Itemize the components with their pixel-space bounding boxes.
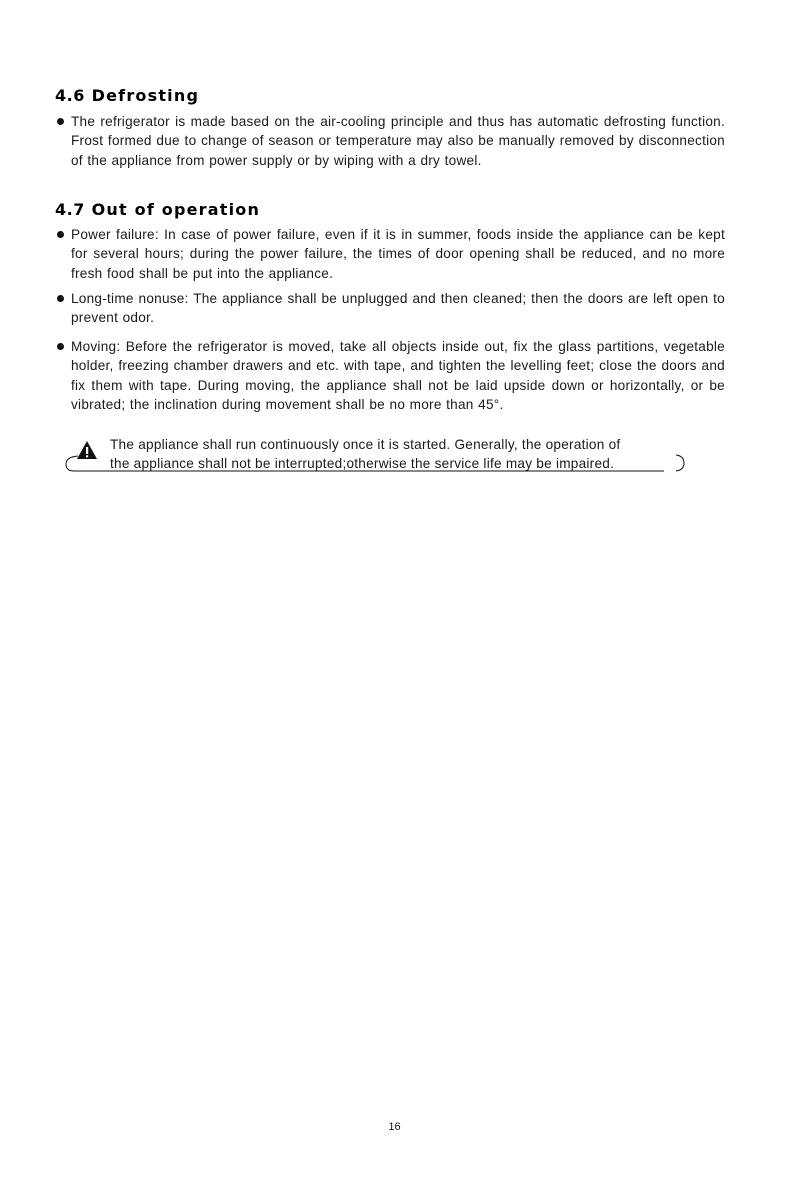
section-heading-out-of-operation	[55, 200, 260, 219]
bullet-text: Power failure: In case of power failure, even if it is in summer, foods inside the appliance can be kept for several hours; during the power failure, the times of door opening shall be reduced, and no more fresh food shall be put into the appliance.	[71, 227, 725, 281]
warning-note	[64, 434, 688, 472]
warning-text	[110, 435, 670, 473]
bullet-dot-icon	[57, 118, 64, 125]
page-number: 16	[388, 1121, 401, 1133]
section-title: Out of operation	[91, 200, 261, 219]
section-number: 4.6	[55, 86, 85, 105]
bullet-dot-icon	[57, 295, 64, 302]
bullet-dot-icon	[57, 343, 64, 350]
section-heading-defrosting	[55, 86, 199, 105]
section-title: Defrosting	[91, 86, 200, 105]
bullet-text: The refrigerator is made based on the air-cooling principle and thus has automatic defrosting function. Frost formed due to change of season or temperature may also be manually removed by disconnection of the appliance from power supply or by wiping with a dry towel.	[71, 114, 725, 168]
section-number: 4.7	[55, 200, 85, 219]
warning-triangle-icon	[76, 440, 98, 460]
bullet-moving	[55, 337, 725, 415]
bullet-long-time-nonuse	[55, 289, 725, 328]
bullet-defrosting	[55, 112, 725, 170]
bullet-dot-icon	[57, 231, 64, 238]
bullet-text: Long-time nonuse: The appliance shall be unplugged and then cleaned; then the doors are left open to prevent odor.	[71, 291, 725, 326]
bullet-power-failure	[55, 225, 725, 283]
warning-line-1: The appliance shall run continuously once it is started. Generally, the operation of	[110, 437, 621, 452]
warning-line-2: the appliance shall not be interrupted;otherwise the service life may be impaired.	[110, 456, 615, 471]
bullet-text: Moving: Before the refrigerator is moved, take all objects inside out, fix the glass partitions, vegetable holder, freezing chamber drawers and etc. with tape, and tighten the levelling feet; close the doors and fix them with tape. During moving, the appliance shall not be laid upside down or horizontally, or be vibrated; the inclination during movement shall be no more than 45°.	[71, 339, 725, 413]
